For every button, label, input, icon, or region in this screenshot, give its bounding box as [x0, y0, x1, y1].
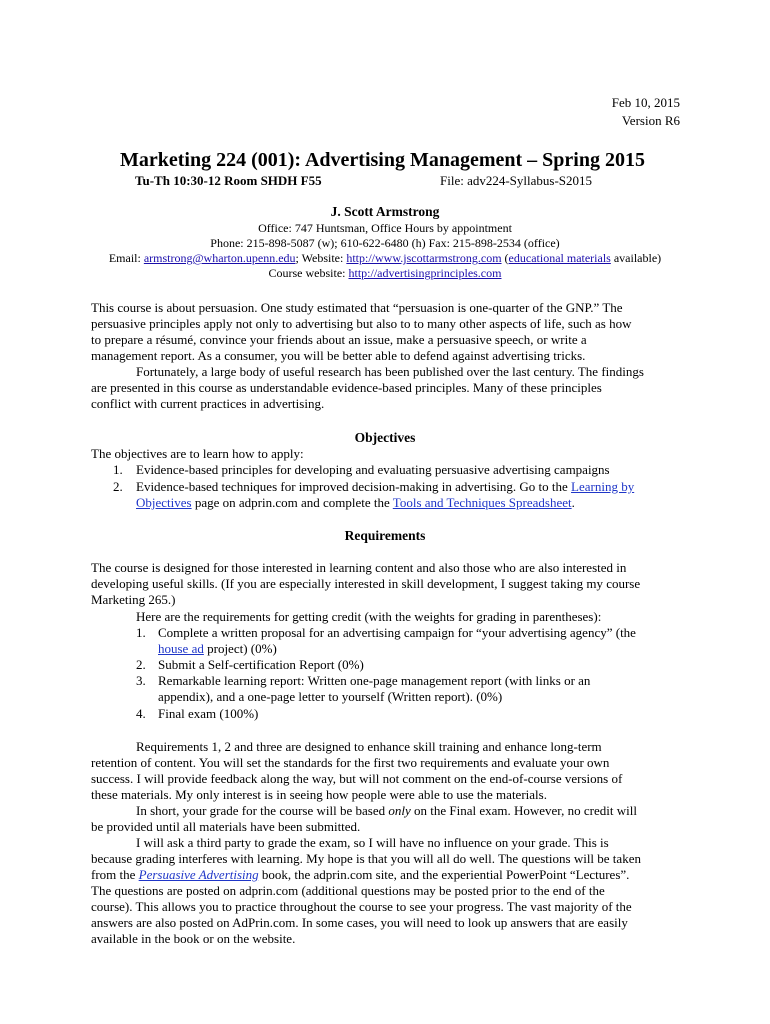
- intro-line: Fortunately, a large body of useful research has been published over the last century. The findings: [136, 364, 644, 379]
- paren-open: (: [501, 251, 509, 265]
- intro-line: are presented in this course as understandable evidence-based principles. Many of these principles: [91, 380, 602, 395]
- requirements-line: answers are also posted on AdPrin.com. In some cases, you will need to look up answers that are easily: [91, 915, 628, 930]
- book-line: [91, 867, 629, 883]
- requirements-line: retention of content. You will set the standards for the first two requirements and evaluate your own: [91, 755, 610, 770]
- objective-item-2-text: Evidence-based techniques for improved decision-making in advertising. Go to the: [136, 479, 572, 494]
- book-line-tail: book, the adprin.com site, and the experiential PowerPoint “Lectures”.: [258, 867, 630, 882]
- requirement-item-1: Complete a written proposal for an advertising campaign for “your advertising agency” (the: [158, 625, 636, 640]
- requirement-item-2: Submit a Self-certification Report (0%): [158, 657, 364, 672]
- requirements-line: these materials. My only interest is in seeing how people were able to use the materials.: [91, 787, 547, 802]
- requirements-line: Requirements 1, 2 and three are designed to enhance skill training and enhance long-term: [136, 739, 602, 754]
- educational-materials-link[interactable]: educational materials: [508, 251, 611, 265]
- requirement-item-3-cont: appendix), and a one-page letter to yourself (Written report). (0%): [158, 689, 503, 704]
- objective-item-2-line2: [136, 495, 575, 511]
- requirements-line: because grading interferes with learning. My hope is that you will all do well. The questions will be taken: [91, 851, 641, 866]
- intro-line: conflict with current practices in advertising.: [91, 396, 325, 411]
- website-label: ; Website:: [295, 251, 347, 265]
- materials-tail: available): [610, 251, 662, 265]
- objectives-lead: The objectives are to learn how to apply:: [91, 446, 304, 461]
- grade-line: [136, 803, 637, 819]
- requirements-line: The questions are posted on adprin.com (additional questions may be posted prior to the end of the: [91, 883, 605, 898]
- requirement-item-1-tail: project) (0%): [203, 641, 277, 656]
- requirements-line: success. I will provide feedback along the way, but will not comment on the end-of-course versions of: [91, 771, 623, 786]
- requirement-number: 1.: [136, 625, 146, 640]
- grade-text-tail: on the Final exam. However, no credit will: [410, 803, 637, 818]
- requirement-number: 2.: [136, 657, 146, 672]
- phone-text: Phone: 215-898-5087 (w); 610-622-6480 (h) Fax: 215-898-2534 (office): [210, 236, 560, 250]
- requirements-line: I will ask a third party to grade the exam, so I will have no influence on your grade. This is: [136, 835, 609, 850]
- office-text: Office: 747 Huntsman, Office Hours by appointment: [258, 221, 512, 235]
- course-website-line: [0, 265, 770, 281]
- house-ad-link[interactable]: house ad: [158, 641, 204, 656]
- requirements-line: Here are the requirements for getting credit (with the weights for grading in parentheses):: [136, 609, 602, 624]
- email-label: Email:: [108, 251, 144, 265]
- course-website-link[interactable]: http://advertisingprinciples.com: [348, 266, 502, 280]
- persuasive-advertising-link[interactable]: Persuasive Advertising: [138, 867, 259, 882]
- learning-by-objectives-link[interactable]: Learning by: [571, 479, 635, 494]
- requirements-line: course). This allows you to practice throughout the course to see your progress. The vast majority of the: [91, 899, 632, 914]
- only-emphasis: only: [388, 803, 411, 818]
- objective-item-2-text: page on adprin.com and complete the: [191, 495, 393, 510]
- tools-techniques-spreadsheet-link[interactable]: Tools and Techniques Spreadsheet: [392, 495, 572, 510]
- objective-number: 2.: [113, 479, 123, 494]
- intro-line: to prepare a résumé, convince your friends about an issue, make a persuasive speech, or write a: [91, 332, 587, 347]
- file-name-text: File: adv224-Syllabus-S2015: [440, 173, 593, 188]
- requirement-item-4: Final exam (100%): [158, 706, 259, 721]
- course-title: Marketing 224 (001): Advertising Management – Spring 2015: [120, 149, 645, 171]
- instructor-name: J. Scott Armstrong: [330, 204, 440, 219]
- intro-line: This course is about persuasion. One study estimated that “persuasion is one-quarter of the GNP.” The: [91, 300, 623, 315]
- requirement-number: 4.: [136, 706, 146, 721]
- from-text: from the: [91, 867, 139, 882]
- objective-item-2-line1: [136, 479, 634, 495]
- requirements-line: The course is designed for those interested in learning content and also those who are also interested in: [91, 560, 627, 575]
- requirement-item-3: Remarkable learning report: Written one-page management report (with links or an: [158, 673, 591, 688]
- requirement-number: 3.: [136, 673, 146, 688]
- date-text: Feb 10, 2015: [611, 95, 680, 110]
- requirement-item-1-cont: [158, 641, 277, 657]
- learning-by-objectives-link-cont[interactable]: Objectives: [136, 495, 192, 510]
- email-link[interactable]: armstrong@wharton.upenn.edu: [143, 251, 296, 265]
- schedule-text: Tu-Th 10:30-12 Room SHDH F55: [135, 173, 322, 188]
- website-link[interactable]: http://www.jscottarmstrong.com: [346, 251, 502, 265]
- requirements-line: be provided until all materials have been submitted.: [91, 819, 361, 834]
- version-text: Version R6: [621, 113, 680, 128]
- requirements-line: available in the book or on the website.: [91, 931, 296, 946]
- requirements-heading: Requirements: [344, 528, 426, 543]
- requirements-line: developing useful skills. (If you are especially interested in skill development, I suggest taking my course: [91, 576, 641, 591]
- intro-line: persuasive principles apply not only to advertising but also to to many other aspects of life, such as how: [91, 316, 632, 331]
- objectives-heading: Objectives: [354, 430, 416, 445]
- course-website-label: Course website:: [268, 266, 349, 280]
- objective-number: 1.: [113, 462, 123, 477]
- grade-text: In short, your grade for the course will be based: [136, 803, 389, 818]
- period: .: [571, 495, 575, 510]
- objective-item-1: Evidence-based principles for developing and evaluating persuasive advertising campaigns: [136, 462, 610, 477]
- contact-line: [0, 250, 770, 266]
- intro-line: management report. As a consumer, you will be better able to defend against advertising tricks.: [91, 348, 586, 363]
- requirements-line: Marketing 265.): [91, 592, 176, 607]
